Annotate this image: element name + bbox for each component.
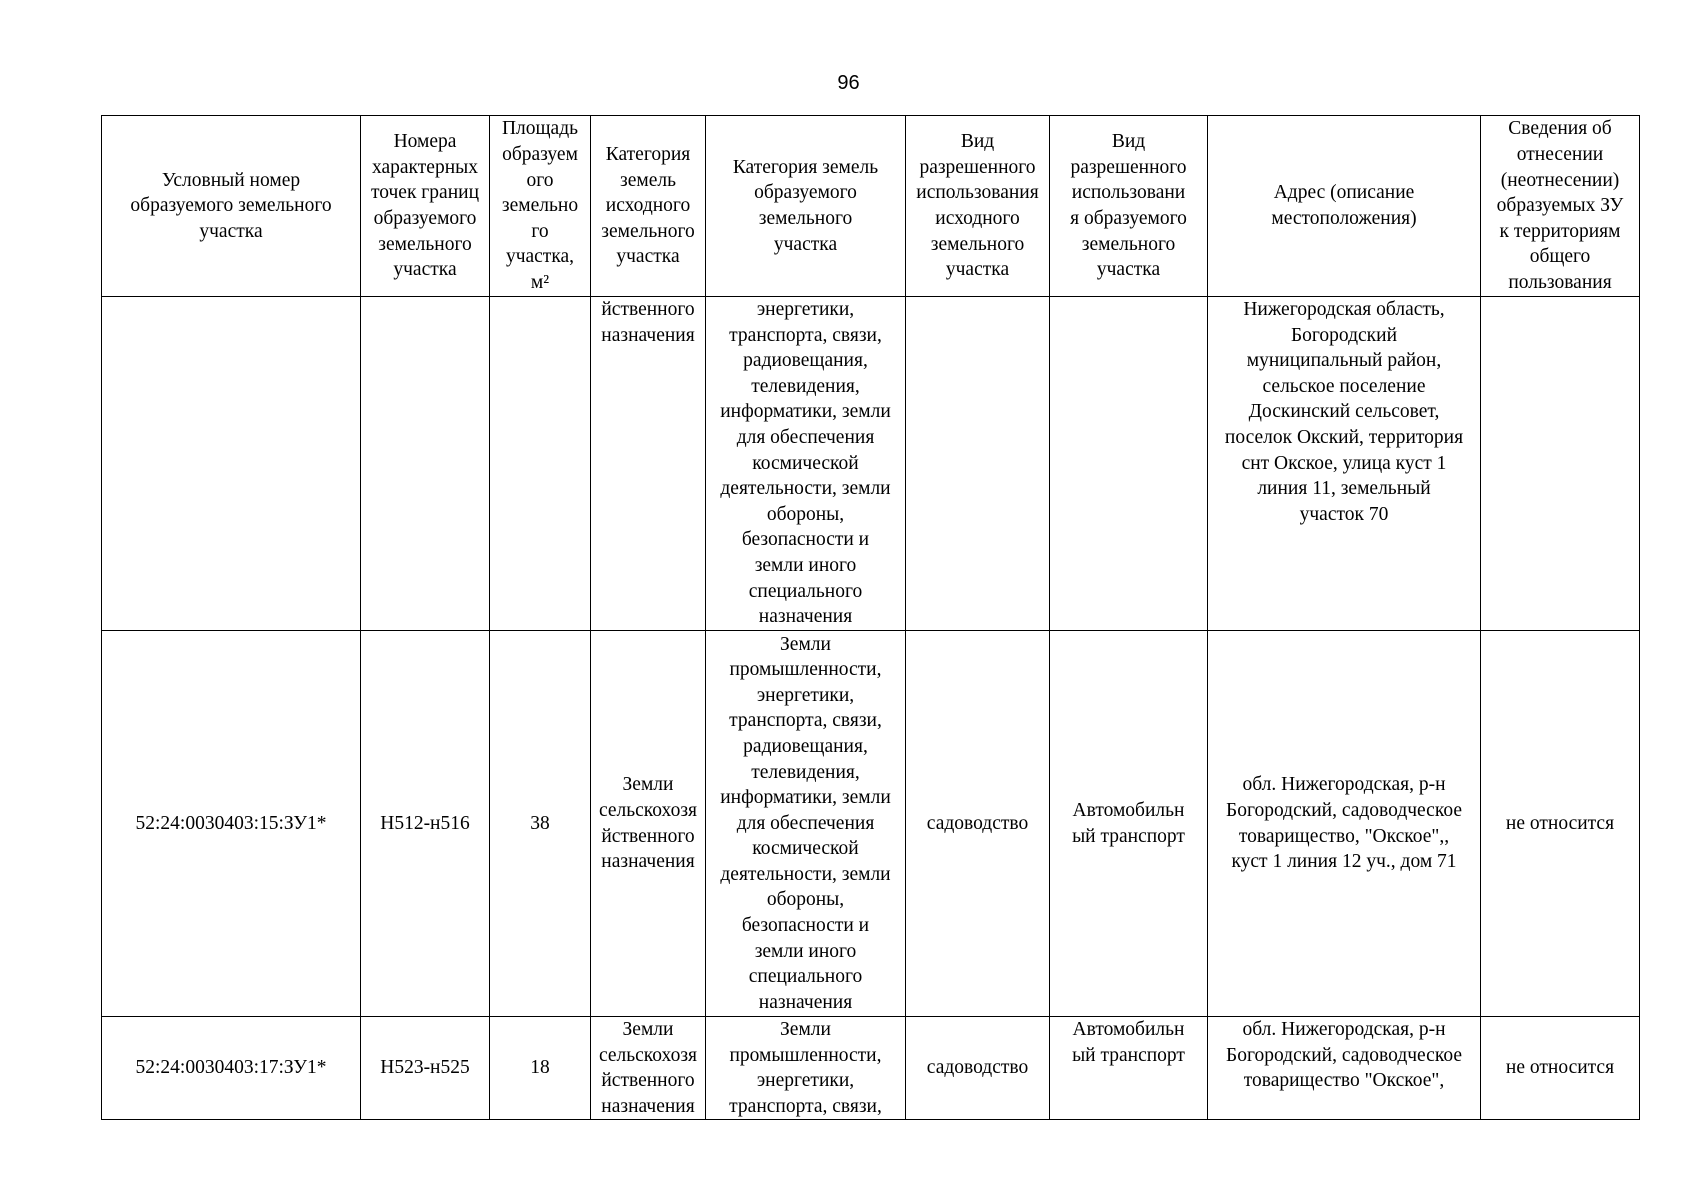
cell-area: 38 — [490, 631, 591, 1017]
header-area: Площадь образуем ого земельно го участка, м² — [490, 116, 591, 297]
cell-target-category: Земли промышленности, энергетики, транспорта, связи, радиовещания, телевидения, информатики, земли для обеспечения космической деятельности, земли обороны, безопасности и земли иного специального назначения — [706, 631, 906, 1017]
cell-source-use: садоводство — [906, 1017, 1050, 1120]
cell-target-category: энергетики, транспорта, связи, радиовещания, телевидения, информатики, земли для обеспечения космической деятельности, земли обороны, безопасности и земли иного специального назначения — [706, 297, 906, 631]
cell-source-category: Земли сельскохозя йственного назначения — [591, 631, 706, 1017]
table-row — [102, 1017, 1640, 1120]
cell-source-category: Земли сельскохозя йственного назначения — [591, 1017, 706, 1120]
cell-public-use: не относится — [1481, 1017, 1640, 1120]
cell-area: 18 — [490, 1017, 591, 1120]
cell-address: обл. Нижегородская, р-н Богородский, садоводческое товарищество "Окское", — [1208, 1017, 1481, 1120]
cell-boundary-points: Н523-н525 — [361, 1017, 490, 1120]
cell-source-use: садоводство — [906, 631, 1050, 1017]
header-target-category: Категория земель образуемого земельного участка — [706, 116, 906, 297]
cell-address: обл. Нижегородская, р-н Богородский, садоводческое товарищество, "Окское",, куст 1 линия 12 уч., дом 71 — [1208, 631, 1481, 1017]
cell-target-use: Автомобильн ый транспорт — [1050, 631, 1208, 1017]
header-plot-number: Условный номер образуемого земельного участка — [102, 116, 361, 297]
table-row — [102, 631, 1640, 1017]
cell-target-use — [1050, 297, 1208, 631]
land-plots-table — [101, 115, 1640, 1120]
cell-boundary-points — [361, 297, 490, 631]
table-header-row — [102, 116, 1640, 297]
header-source-use: Вид разрешенного использования исходного земельного участка — [906, 116, 1050, 297]
header-source-category: Категория земель исходного земельного участка — [591, 116, 706, 297]
cell-area — [490, 297, 591, 631]
cell-target-use: Автомобильн ый транспорт — [1050, 1017, 1208, 1120]
page-number: 96 — [837, 72, 860, 94]
cell-source-category: йственного назначения — [591, 297, 706, 631]
header-boundary-points: Номера характерных точек границ образуемого земельного участка — [361, 116, 490, 297]
cell-source-use — [906, 297, 1050, 631]
header-public-use: Сведения об отнесении (неотнесении) образуемых ЗУ к территориям общего пользования — [1481, 116, 1640, 297]
header-target-use: Вид разрешенного использовани я образуемого земельного участка — [1050, 116, 1208, 297]
cell-plot-number: 52:24:0030403:15:ЗУ1* — [102, 631, 361, 1017]
cell-plot-number: 52:24:0030403:17:ЗУ1* — [102, 1017, 361, 1120]
cell-address: Нижегородская область, Богородский муниципальный район, сельское поселение Доскинский сельсовет, поселок Окский, территория снт Окское, улица куст 1 линия 11, земельный участок 70 — [1208, 297, 1481, 631]
cell-plot-number — [102, 297, 361, 631]
cell-target-category: Земли промышленности, энергетики, транспорта, связи, — [706, 1017, 906, 1120]
table-row — [102, 297, 1640, 631]
header-address: Адрес (описание местоположения) — [1208, 116, 1481, 297]
cell-boundary-points: Н512-н516 — [361, 631, 490, 1017]
cell-public-use: не относится — [1481, 631, 1640, 1017]
cell-public-use — [1481, 297, 1640, 631]
